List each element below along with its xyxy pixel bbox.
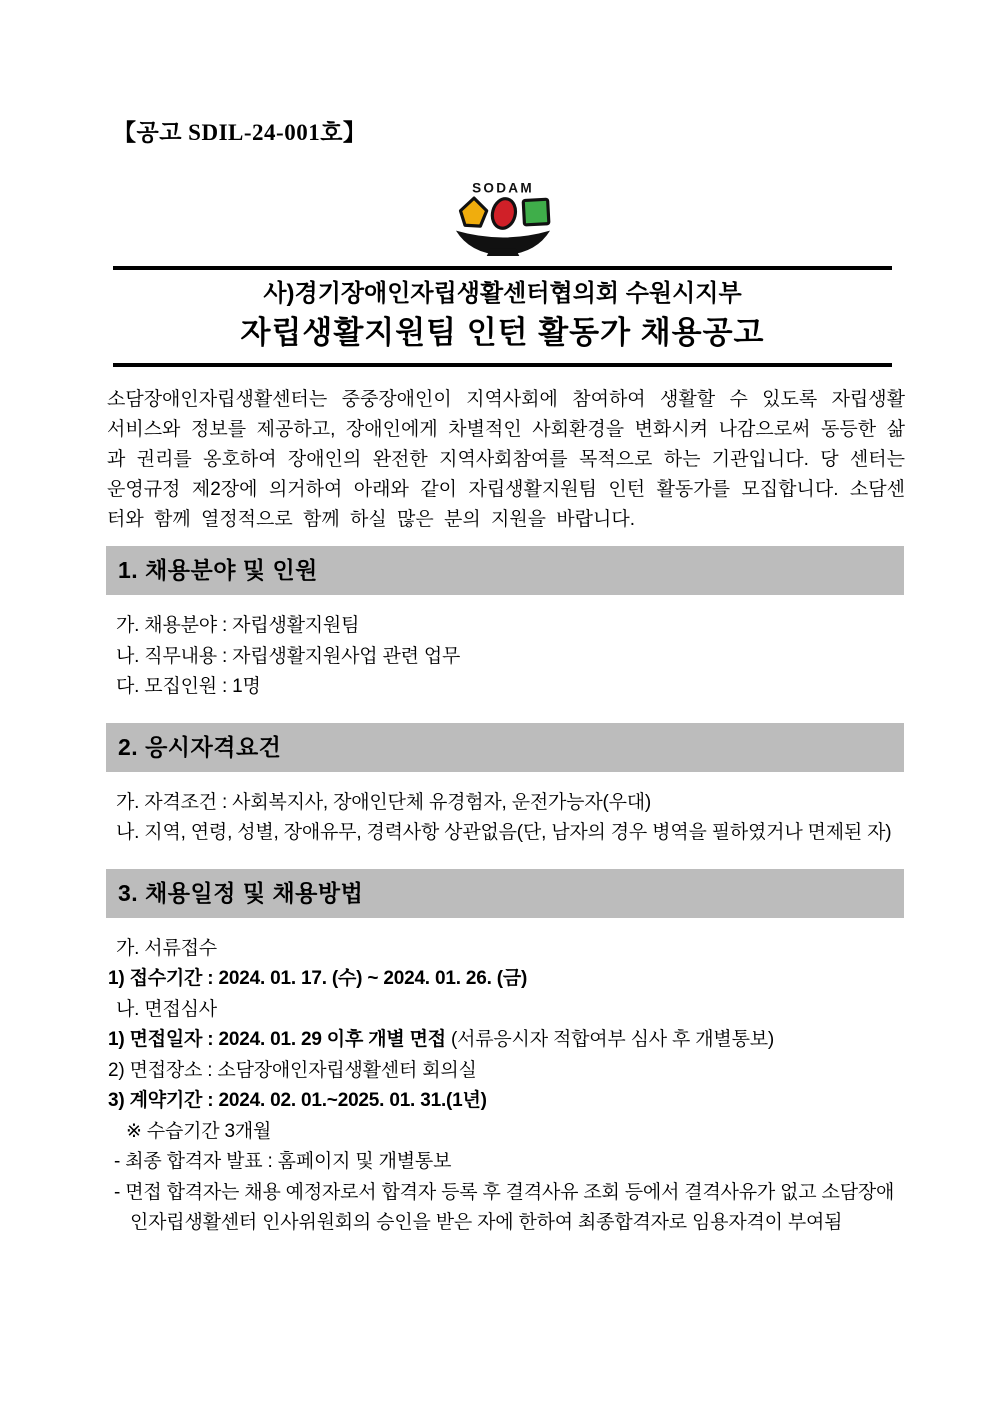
section-item-list bbox=[106, 772, 904, 855]
notice-number: 【공고 SDIL-24-001호】 bbox=[113, 120, 367, 145]
section-heading: 1. 채용분야 및 인원 bbox=[106, 546, 904, 595]
list-item: 나. 직무내용 : 자립생활지원사업 관련 업무 bbox=[116, 645, 461, 667]
list-item: 다. 모집인원 : 1명 bbox=[116, 676, 261, 697]
title-block bbox=[113, 266, 892, 367]
list-item: 나. 면접심사 bbox=[116, 998, 217, 1020]
sections bbox=[106, 546, 904, 1245]
page-title: 자립생활지원팀 인턴 활동가 채용공고 bbox=[240, 315, 765, 350]
sodam-logo bbox=[452, 180, 554, 256]
logo-bowl-base-icon bbox=[487, 249, 520, 256]
section-2 bbox=[106, 723, 904, 855]
logo-pentagon-icon bbox=[460, 198, 486, 226]
section-1 bbox=[106, 546, 904, 709]
intro-paragraph: 소담장애인자립생활센터는 중중장애인이 지역사회에 참여하여 생활할 수 있도록 자립생활 서비스와 정보를 제공하고, 장애인에게 차별적인 사회환경을 변화시켜 나감으로써 동등한 삶과 권리를 옹호하여 장애인의 완전한 지역사회참여를 목적으로 하는 기관입니다. 당 센터는 운영규정 제2장에 의거하여 아래와 같이 자립생활지원팀 인턴 활동가를 모집합니다. 소담센터와 함께 열정적으로 함께 하실 많은 분의 지원을 바랍니다. bbox=[107, 389, 905, 530]
section-item-list bbox=[106, 595, 904, 709]
list-item: 2) 면접장소 : 소담장애인자립생활센터 회의실 bbox=[108, 1059, 477, 1081]
logo-square-icon bbox=[523, 199, 549, 225]
list-item: 가. 자격조건 : 사회복지사, 장애인단체 유경험자, 운전가능자(우대) bbox=[116, 791, 652, 813]
organization-name: 사)경기장애인자립생활센터협의회 수원시지부 bbox=[263, 280, 742, 307]
section-item-list bbox=[106, 918, 904, 1245]
list-item: 3) 계약기간 : 2024. 02. 01.~2025. 01. 31.(1년) bbox=[108, 1090, 487, 1111]
list-item: 1) 면접일자 : 2024. 01. 29 이후 개별 면접 (서류응시자 적합여부 심사 후 개별통보) bbox=[108, 1029, 775, 1050]
section-3 bbox=[106, 869, 904, 1245]
list-item: 가. 채용분야 : 자립생활지원팀 bbox=[116, 615, 360, 636]
list-item: 나. 지역, 연령, 성별, 장애유무, 경력사항 상관없음(단, 남자의 경우 병역을 필하였거나 면제된 자) bbox=[116, 822, 892, 843]
logo-wordmark: SODAM bbox=[472, 180, 534, 196]
section-heading: 2. 응시자격요건 bbox=[106, 723, 904, 772]
list-item: - 최종 합격자 발표 : 홈페이지 및 개별통보 bbox=[114, 1151, 452, 1172]
list-item: 가. 서류접수 bbox=[116, 937, 217, 959]
section-heading: 3. 채용일정 및 채용방법 bbox=[106, 869, 904, 918]
list-item: ※ 수습기간 3개월 bbox=[126, 1120, 272, 1142]
logo-ellipse-icon bbox=[489, 196, 518, 230]
list-item: 1) 접수기간 : 2024. 01. 17. (수) ~ 2024. 01. 26. (금) bbox=[108, 968, 528, 989]
list-item: - 면접 합격자는 채용 예정자로서 합격자 등록 후 결격사유 조회 등에서 결격사유가 없고 소담장애인자립생활센터 인사위원회의 승인을 받은 자에 한하여 최종합격자로 임용자격이 부여됨 bbox=[114, 1181, 895, 1233]
